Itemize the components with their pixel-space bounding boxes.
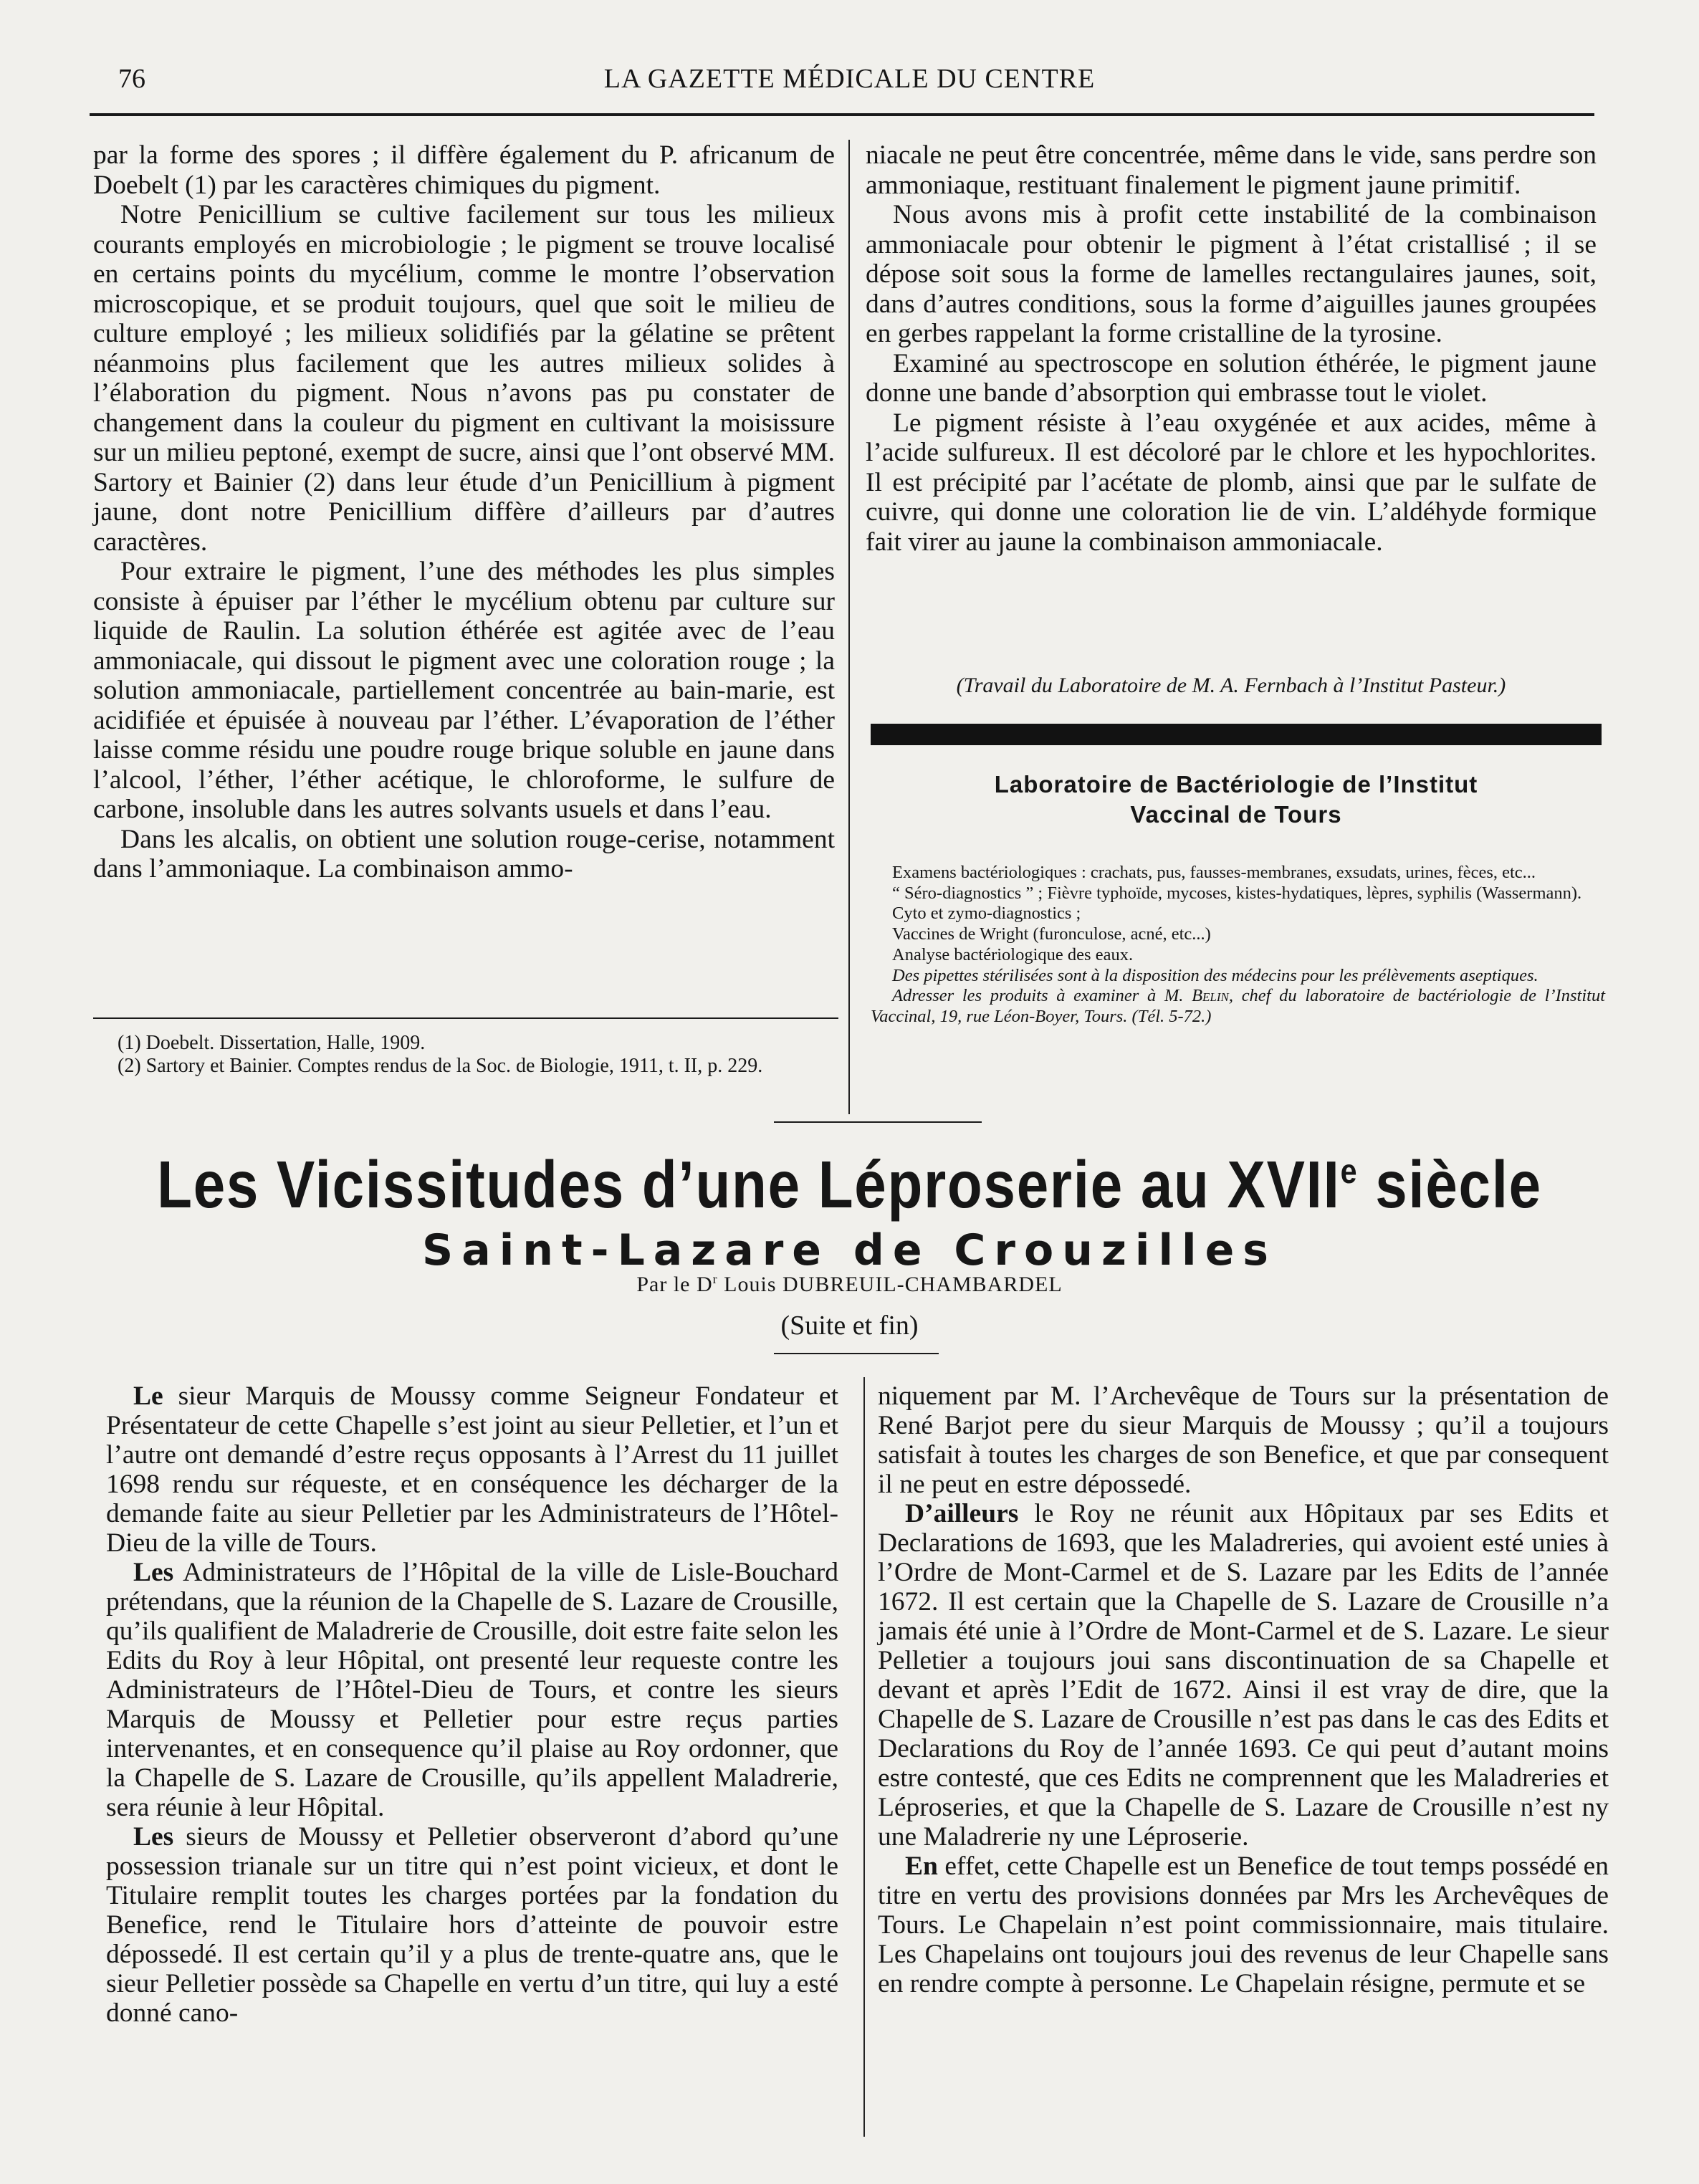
byline-prefix: Par le D bbox=[636, 1273, 713, 1296]
paragraph bbox=[878, 1499, 1609, 1852]
article1-left-column bbox=[93, 140, 835, 884]
lab-ad-line: Examens bactériologiques : crachats, pus, fausses-membranes, exsudats, urines, fèces, etc... bbox=[892, 863, 1536, 882]
headline-superscript: e bbox=[1340, 1153, 1359, 1191]
paragraph: Examiné au spectroscope en solution éthérée, le pigment jaune donne une bande d’absorption qui embrasse tout le violet. bbox=[866, 348, 1597, 408]
headline-end: siècle bbox=[1358, 1147, 1542, 1222]
lab-ad-address-prefix: Adresser les produits à examiner à M. bbox=[892, 986, 1184, 1006]
lab-ad-director: Belin bbox=[1192, 986, 1229, 1006]
page-number: 76 bbox=[118, 64, 145, 94]
paragraph: Nous avons mis à profit cette instabilité de la combinaison ammoniacale pour obtenir le pigment à l’état cristallisé ; il se dépose soit sous la forme de lamelles rectangulaires jaunes, soit, dans d’autres conditions, sous la forme d’aiguilles jaunes groupées en gerbes rappelant la forme cristalline de la tyrosine. bbox=[866, 200, 1597, 348]
byline-superscript: r bbox=[712, 1272, 718, 1286]
byline-author: Louis DUBREUIL-CHAMBARDEL bbox=[717, 1273, 1063, 1296]
paragraph bbox=[106, 1822, 838, 2028]
paragraph bbox=[878, 1852, 1609, 1998]
lab-ad-line: Cyto et zymo-diagnostics ; bbox=[892, 904, 1081, 924]
lab-ad-line: “ Séro-diagnostics ” ; Fièvre typhoïde, mycoses, kistes-hydatiques, lèpres, syphilis (Wassermann). bbox=[892, 883, 1582, 903]
paragraph bbox=[106, 1381, 838, 1558]
paragraph-text: Administrateurs de l’Hôpital de la ville de Lisle-Bouchard prétendans, que la réunion de la Chapelle de S. Lazare de Crousille, qu’ils qualifient de Maladrerie de Crousille, doit estre faite selon les Edits du Roy à leur Hôpital, ont presenté leur requeste contre les Administrateurs de l’Hôtel-Dieu de Tours, et contre les sieurs Marquis de Moussy et Pelletier pour estre reçus parties intervenantes, et en consequence qu’il plaise au Roy ordonner, que la Chapelle de S. Lazare de Crousille, qu’ils appellent Maladrerie, sera réunie à leur Hôpital. bbox=[106, 1558, 838, 1822]
footnote: (2) Sartory et Bainier. Comptes rendus de la Soc. de Biologie, 1911, t. II, p. 229. bbox=[118, 1055, 763, 1077]
paragraph-lead: En bbox=[905, 1852, 938, 1881]
paragraph-lead: Le bbox=[133, 1381, 163, 1411]
lab-credit: (Travail du Laboratoire de M. A. Fernbach à l’Institut Pasteur.) bbox=[956, 674, 1506, 697]
lab-ad-address-suffix: , chef du laboratoire de bactériologie de l’Institut Vaccinal, 19, rue Léon-Boyer, Tours. (Tél. 5-72.) bbox=[871, 986, 1605, 1026]
lab-ad-address bbox=[871, 986, 1605, 1027]
paragraph-text: niquement par M. l’Archevêque de Tours sur la présentation de René Barjot pere du sieur Marquis de Moussy ; qu’il a toujours satisfait à toutes les charges de son Benefice, et que par consequent il ne peut en estre dépossedé. bbox=[878, 1381, 1609, 1499]
lab-ad-bar bbox=[871, 724, 1602, 745]
column-divider bbox=[848, 140, 850, 1114]
article-headline bbox=[119, 1146, 1580, 1223]
paragraph-lead: Les bbox=[133, 1558, 174, 1587]
lab-ad-line: Vaccines de Wright (furonculose, acné, etc...) bbox=[892, 924, 1211, 944]
paragraph: niacale ne peut être concentrée, même dans le vide, sans perdre son ammoniaque, restituant finalement le pigment jaune primitif. bbox=[866, 140, 1597, 200]
footnote: (1) Doebelt. Dissertation, Halle, 1909. bbox=[118, 1032, 426, 1054]
paragraph-lead: D’ailleurs bbox=[905, 1499, 1019, 1528]
paragraph: par la forme des spores ; il diffère également du P. africanum de Doebelt (1) par les caractères chimiques du pigment. bbox=[93, 140, 835, 200]
paragraph-text: le Roy ne réunit aux Hôpitaux par ses Edits et Declarations de 1693, que les Maladreries, qui avoient esté unies à l’Ordre de Mont-Carmel et de S. Lazare par les Edits de l’année 1672. Il est certain que la Chapelle de S. Lazare de Crousille n’a jamais été unie à l’Ordre de Mont-Carmel et de S. Lazare. Le sieur Pelletier a toujours joui sans discontinuation de sa Chapelle et devant et après l’Edit de 1672. Ainsi il est vray de dire, que la Chapelle de S. Lazare de Crousille n’est pas dans le cas des Edits et Declarations du Roy de l’année 1693. Ce qui peut d’autant moins estre contesté, que ces Edits ne comprennent que les Maladreries et Léproseries, et que la Chapelle de S. Lazare de Crousille n’est ny une Maladrerie ny une Léproserie. bbox=[878, 1499, 1609, 1852]
paragraph bbox=[106, 1558, 838, 1822]
header-rule bbox=[90, 113, 1594, 116]
paragraph-text: sieur Marquis de Moussy comme Seigneur Fondateur et Présentateur de cette Chapelle s’est joint au sieur Pelletier, et l’un et l’autre ont demandé d’estre reçus opposants à l’Arrest du 11 juillet 1698 rendu sur réqueste, et en conséquence les décharger de la demande faite au sieur Pelletier par les Administrateurs de l’Hôtel-Dieu de la ville de Tours. bbox=[106, 1381, 838, 1558]
column-divider bbox=[863, 1377, 865, 2137]
paragraph bbox=[878, 1381, 1609, 1499]
article1-right-column bbox=[866, 140, 1597, 557]
article2-left-column bbox=[106, 1381, 838, 2028]
journal-title: LA GAZETTE MÉDICALE DU CENTRE bbox=[603, 64, 1096, 94]
article-subtitle: Saint-Lazare de Crouzilles bbox=[422, 1225, 1277, 1275]
paragraph-text: effet, cette Chapelle est un Benefice de tout temps possédé en titre en vertu des provisions données par Mrs les Archevêques de Tours. Le Chapelain n’est point commissionnaire, mais titulaire. Les Chapelains ont toujours joui des revenus de leur Chapelle sans en rendre compte à personne. Le Chapelain résigne, permute et se bbox=[878, 1852, 1609, 1998]
footnote-rule bbox=[93, 1017, 838, 1019]
lab-ad-body bbox=[871, 863, 1605, 1028]
paragraph: Dans les alcalis, on obtient une solution rouge-cerise, notamment dans l’ammoniaque. La combinaison ammo- bbox=[93, 824, 835, 883]
lab-ad-title bbox=[871, 770, 1602, 830]
title-underline bbox=[774, 1353, 939, 1354]
article2-right-column bbox=[878, 1381, 1609, 1998]
paragraph-text: sieurs de Moussy et Pelletier observeront d’abord qu’une possession trianale sur un titre qui n’est point vicieux, et dont le Titulaire remplit toutes les charges portées par la fondation du Benefice, rend le Titulaire hors d’atteinte de pouvoir estre dépossedé. Il est certain qu’il y a plus de trente-quatre ans, que le sieur Pelletier possède sa Chapelle en vertu d’un titre, qui luy a esté donné cano- bbox=[106, 1822, 838, 2028]
paragraph: Notre Penicillium se cultive facilement sur tous les milieux courants employés en microbiologie ; le pigment se trouve localisé en certains points du mycélium, comme le montre l’observation microscopique, et se produit toujours, quel que soit le milieu de culture employé ; les milieux solidifiés par la gélatine se prêtent néanmoins plus facilement que les autres milieux solides à l’élaboration du pigment. Nous n’avons pas pu constater de changement dans la couleur du pigment en cultivant la moisissure sur un milieu peptoné, exempt de sucre, ainsi que l’ont observé MM. Sartory et Bainier (2) dans leur étude d’un Penicillium à pigment jaune, dont notre Penicillium diffère d’ailleurs par d’autres caractères. bbox=[93, 200, 835, 557]
section-rule bbox=[774, 1121, 982, 1123]
lab-ad-note: Des pipettes stérilisées sont à la disposition des médecins pour les prélèvements aseptiques. bbox=[892, 965, 1538, 985]
headline-text: Les Vicissitudes d’une Léproserie au XVII bbox=[157, 1147, 1341, 1222]
footnotes bbox=[93, 1032, 835, 1078]
lab-ad-title-line: Laboratoire de Bactériologie de l’Institut bbox=[994, 771, 1478, 798]
paragraph-lead: Les bbox=[133, 1822, 174, 1852]
paragraph: Le pigment résiste à l’eau oxygénée et aux acides, même à l’acide sulfureux. Il est décoloré par le chlore et les hypochlorites. Il est précipité par l’acétate de plomb, ainsi que par le sulfate de cuivre, qui donne une coloration lie de vin. L’aldéhyde formique fait virer au jaune la combinaison ammoniacale. bbox=[866, 408, 1597, 557]
article-continuation: (Suite et fin) bbox=[780, 1311, 919, 1341]
paragraph: Pour extraire le pigment, l’une des méthodes les plus simples consiste à épuiser par l’éther le mycélium obtenu par culture sur liquide de Raulin. La solution éthérée est agitée avec de l’eau ammoniacale, qui dissout le pigment avec une coloration rouge ; la solution ammoniacale, partiellement concentrée au bain-marie, est acidifiée et épuisée à nouveau par l’éther. L’évaporation de l’éther laisse comme résidu une poudre rouge brique soluble en jaune dans l’alcool, l’éther, l’éther acétique, le chloroforme, le sulfure de carbone, insoluble dans les autres solvants usuels et dans l’eau. bbox=[93, 557, 835, 824]
lab-ad-line: Analyse bactériologique des eaux. bbox=[892, 944, 1134, 964]
lab-ad-title-line: Vaccinal de Tours bbox=[1130, 801, 1342, 828]
article-byline bbox=[0, 1272, 1699, 1297]
